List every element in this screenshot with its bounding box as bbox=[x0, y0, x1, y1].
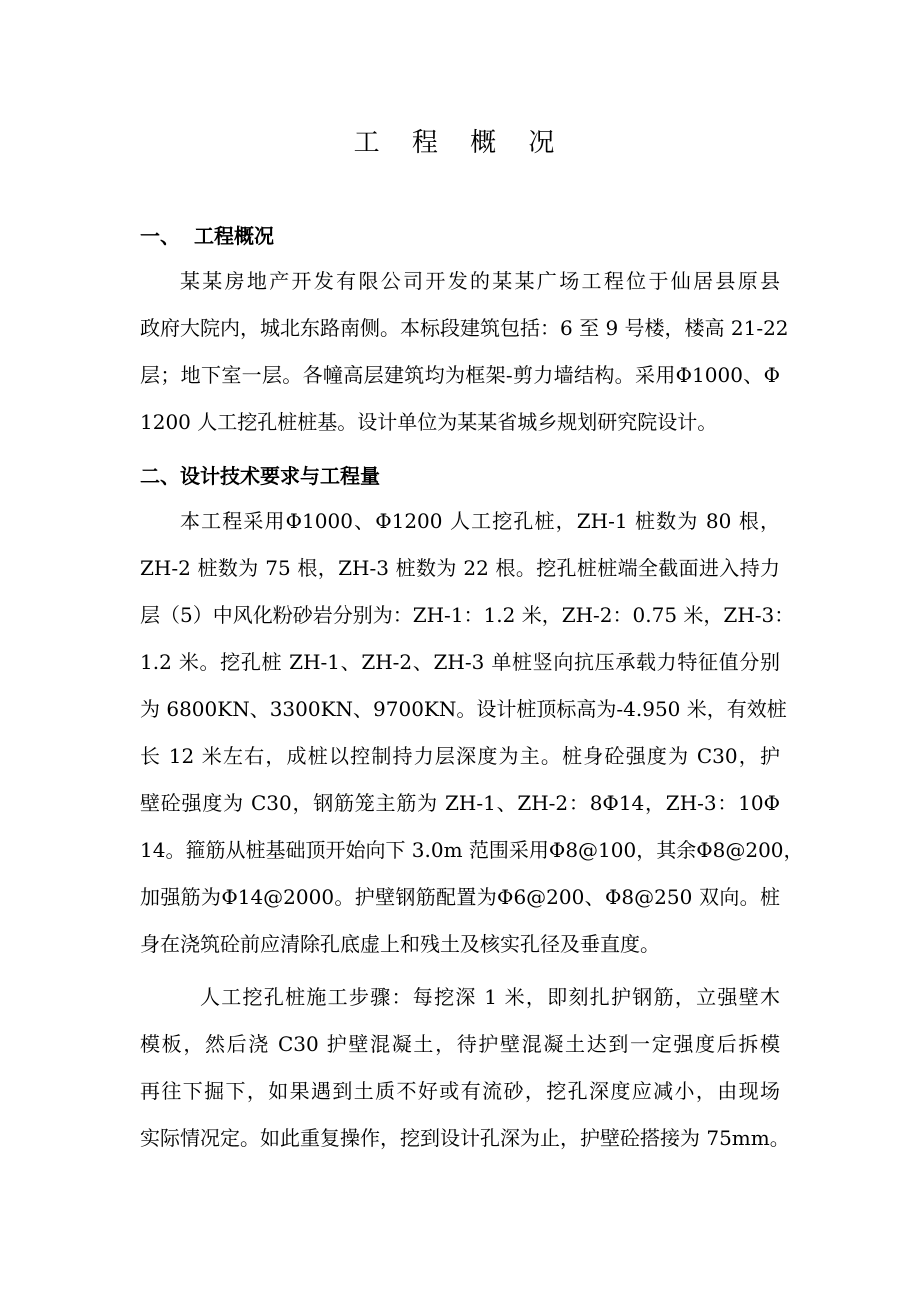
paragraph-line: 14。箍筋从桩基础顶开始向下 3.0m 范围采用Φ8@100，其余Φ8@200， bbox=[140, 838, 804, 862]
paragraph-line: 政府大院内，城北东路南侧。本标段建筑包括：6 至 9 号楼，楼高 21-22 bbox=[140, 316, 789, 340]
paragraph-line: 再往下掘下，如果遇到土质不好或有流砂，挖孔深度应减小，由现场 bbox=[140, 1079, 780, 1103]
paragraph-line: 本工程采用Φ1000、Φ1200 人工挖孔桩，ZH-1 桩数为 80 根， bbox=[180, 509, 780, 533]
paragraph-line: ZH-2 桩数为 75 根，ZH-3 桩数为 22 根。挖孔桩桩端全截面进入持力 bbox=[140, 556, 780, 580]
paragraph-line: 加强筋为Φ14@2000。护壁钢筋配置为Φ6@200、Φ8@250 双向。桩 bbox=[140, 885, 780, 909]
paragraph-line: 身在浇筑砼前应清除孔底虚上和残土及核实孔径及垂直度。 bbox=[140, 932, 660, 956]
page-title: 工 程 概 况 bbox=[353, 128, 567, 158]
paragraph-line: 层（5）中风化粉砂岩分别为：ZH-1：1.2 米，ZH-2：0.75 米，ZH-3： bbox=[140, 603, 795, 627]
paragraph-line: 实际情况定。如此重复操作，挖到设计孔深为止，护壁砼搭接为 75mm。 bbox=[140, 1126, 790, 1150]
paragraph-line: 长 12 米左右，成桩以控制持力层深度为主。桩身砼强度为 C30，护 bbox=[140, 744, 780, 768]
section-1-paragraph bbox=[140, 258, 789, 446]
paragraph-line: 1200 人工挖孔桩桩基。设计单位为某某省城乡规划研究院设计。 bbox=[140, 410, 718, 434]
paragraph-line: 层；地下室一层。各幢高层建筑均为框架-剪力墙结构。采用Φ1000、Φ bbox=[140, 363, 780, 387]
section-1-number: 一、 bbox=[140, 224, 180, 248]
section-2-heading: 二、设计技术要求与工程量 bbox=[140, 464, 380, 488]
paragraph-line: 为 6800KN、3300KN、9700KN。设计桩顶标高为-4.950 米，有效桩 bbox=[140, 697, 787, 721]
paragraph-line: 1.2 米。挖孔桩 ZH-1、ZH-2、ZH-3 单桩竖向抗压承载力特征值分别 bbox=[140, 650, 780, 674]
paragraph-line: 人工挖孔桩施工步骤：每挖深 1 米，即刻扎护钢筋，立强壁木 bbox=[200, 985, 780, 1009]
section-1-heading bbox=[140, 220, 274, 249]
paragraph-line: 壁砼强度为 C30，钢筋笼主筋为 ZH-1、ZH-2：8Φ14，ZH-3：10Φ bbox=[140, 791, 780, 815]
section-2-paragraph-1 bbox=[140, 498, 804, 968]
section-1-title: 工程概况 bbox=[194, 224, 274, 248]
paragraph-line: 模板，然后浇 C30 护壁混凝土，待护壁混凝土达到一定强度后拆模 bbox=[140, 1032, 780, 1056]
section-2-paragraph-2 bbox=[140, 974, 790, 1162]
paragraph-line: 某某房地产开发有限公司开发的某某广场工程位于仙居县原县 bbox=[180, 269, 780, 293]
